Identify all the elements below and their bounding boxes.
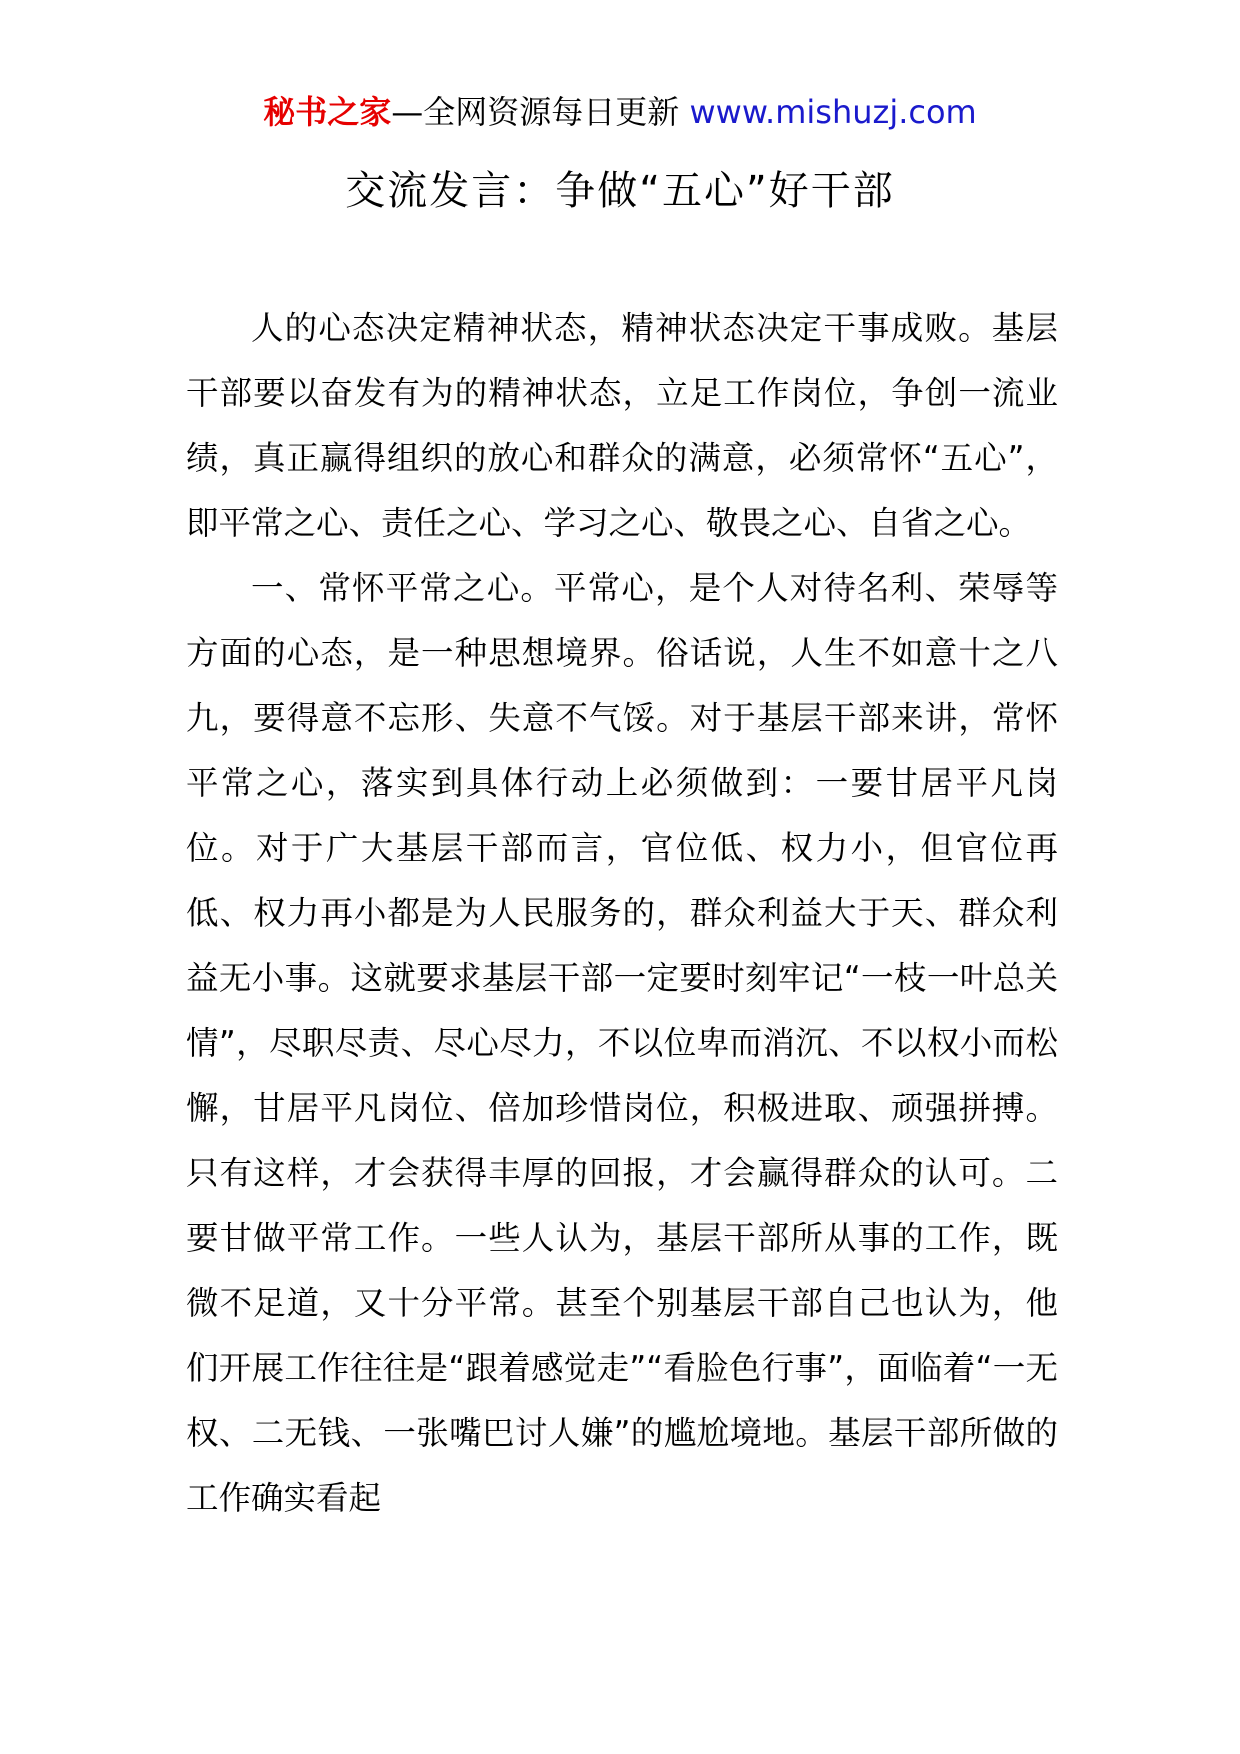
header-tagline: —全网资源每日更新 — [391, 93, 680, 131]
document-title: 交流发言：争做“五心”好干部 — [345, 168, 895, 214]
paragraph-section-one: 一、常怀平常之心。平常心，是个人对待名利、荣辱等方面的心态，是一种思想境界。俗话说，人生不如意十之八九，要得意不忘形、失意不气馁。对于基层干部来讲，常怀平常之心，落实到具体行动上必须做到：一要甘居平凡岗位。对于广大基层干部而言，官位低、权力小，但官位再低、权力再小都是为人民服务的，群众利益大于天、群众利益无小事。这就要求基层干部一定要时刻牢记“一枝一叶总关情”，尽职尽责、尽心尽力，不以位卑而消沉、不以权小而松懈，甘居平凡岗位、倍加珍惜岗位，积极进取、顽强拼搏。只有这样，才会获得丰厚的回报，才会赢得群众的认可。二要甘做平常工作。一些人认为，基层干部所从事的工作，既微不足道，又十分平常。甚至个别基层干部自己也认为，他们开展工作往往是“跟着感觉走”“看脸色行事”，面临着“一无权、二无钱、一张嘴巴讨人嫌”的尴尬境地。基层干部所做的工作确实看起 — [186, 569, 1058, 1517]
document-body — [186, 296, 1058, 1531]
brand-name: 秘书之家 — [263, 93, 392, 131]
site-url-link[interactable]: www.mishuzj.com — [689, 93, 977, 131]
paragraph-intro: 人的心态决定精神状态，精神状态决定干事成败。基层干部要以奋发有为的精神状态，立足工作岗位，争创一流业绩，真正赢得组织的放心和群众的满意，必须常怀“五心”，即平常之心、责任之心、学习之心、敬畏之心、自省之心。 — [186, 309, 1058, 542]
site-header — [0, 92, 1240, 132]
